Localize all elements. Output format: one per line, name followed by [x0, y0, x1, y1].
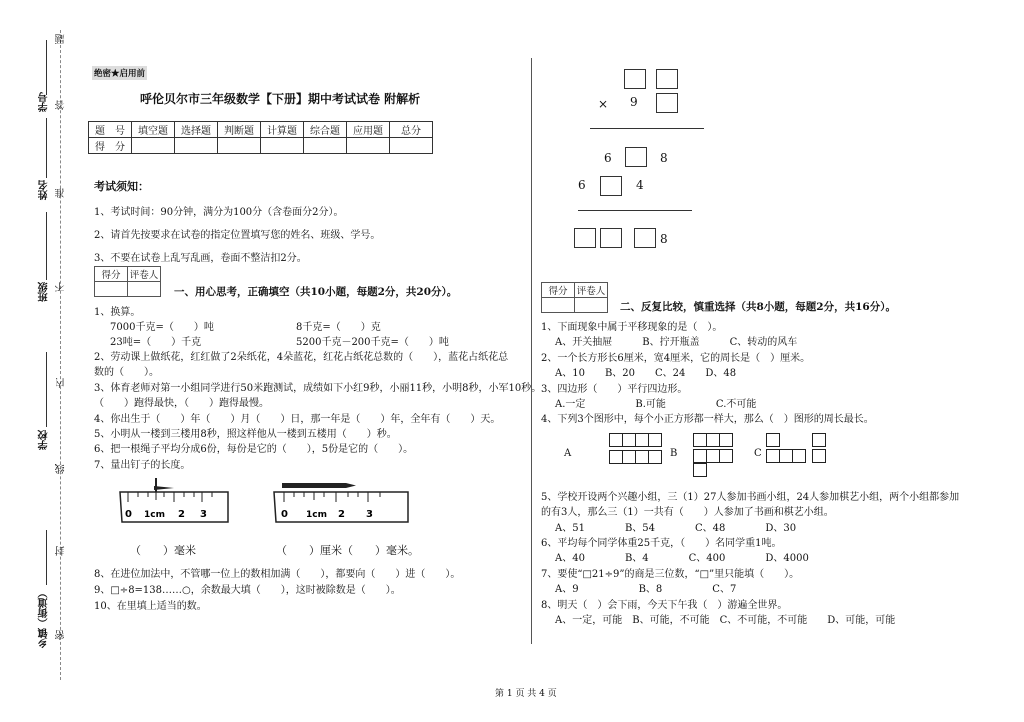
ruler1-answer: （ ）毫米: [130, 544, 196, 557]
ruler-figure-1: [118, 474, 230, 530]
question: 的有3人，那么三（1）一共有（ ）人参加了书画和棋艺小组。: [541, 507, 834, 518]
score-cell: 填空题: [132, 122, 175, 138]
question: 7、要使“□21÷9”的商是三位数，“□”里只能填（ ）。: [541, 569, 800, 580]
score-input-cell[interactable]: [218, 138, 261, 154]
calc-blank-box[interactable]: [656, 69, 678, 89]
question: 8、在进位加法中，不管哪一位上的数相加满（ ），都要向（ ）进（ ）。: [94, 569, 461, 580]
calc-rule-line: [578, 210, 692, 211]
side-label-zhun: 准: [56, 188, 67, 198]
calc-digit: 9: [630, 95, 638, 109]
score-input-cell[interactable]: [175, 138, 218, 154]
side-label-xuehao: 学号: [39, 92, 50, 112]
calc-digit: 4: [636, 178, 644, 192]
score-cell: 计算题: [261, 122, 304, 138]
grader-reviewer-label: 评卷人: [575, 283, 608, 298]
calc-digit: 6: [604, 151, 612, 165]
score-cell: 综合题: [304, 122, 347, 138]
ruler-tick: 2: [338, 509, 345, 520]
question: 10、在里填上适当的数。: [94, 601, 207, 612]
question: 1、下面现象中属于平移现象的是（ ）。: [541, 322, 723, 333]
shape-label-c: C: [754, 448, 762, 459]
question: 6、平均每个同学体重25千克，（ ）名同学重1吨。: [541, 538, 782, 549]
score-table-score-row: [89, 138, 433, 154]
calc-digit: 8: [660, 151, 668, 165]
side-label-xian: 线: [56, 464, 67, 474]
binding-dashed-line: [60, 30, 61, 680]
side-fill-line: [46, 352, 47, 427]
question: 7000千克=（ ）吨: [110, 322, 214, 333]
section2-title: 二、反复比较，慎重选择（共8小题，每题2分，共16分）。: [620, 301, 896, 313]
question: （ ）跑得最快，（ ）跑得最慢。: [94, 398, 269, 409]
ruler-tick: 0: [125, 509, 132, 520]
question: 9、□÷8=138……○，余数最大填（ ），这时被除数是（ ）。: [94, 585, 401, 596]
notice-item: 1、考试时间：90分钟，满分为100分（含卷面分2分）。: [94, 207, 344, 218]
side-label-bu: 不: [56, 282, 67, 292]
score-cell: 选择题: [175, 122, 218, 138]
side-fill-line: [46, 40, 47, 95]
question: 数的（ ）。: [94, 367, 159, 378]
score-table: [88, 121, 433, 154]
secret-badge: 绝密★启用前: [92, 66, 147, 80]
question: 3、体育老师对第一小组同学进行50米跑测试，成绩如下小红9秒，小丽11秒，小明8秒，小军10秒。: [94, 383, 542, 394]
notice-item: 3、不要在试卷上乱写乱画，卷面不整洁扣2分。: [94, 253, 307, 264]
ruler-tick: 3: [366, 509, 373, 520]
side-label-xiangzhen: 乡镇（街道）: [39, 588, 50, 648]
question: 23吨=（ ）千克: [110, 337, 202, 348]
grader-reviewer-cell[interactable]: [128, 282, 161, 297]
question: 7、量出钉子的长度。: [94, 460, 191, 471]
grader-reviewer-cell[interactable]: [575, 298, 608, 313]
calc-rule-line: [590, 128, 704, 129]
score-input-cell[interactable]: [132, 138, 175, 154]
question-options: A、40 B、4 C、400 D、4000: [555, 553, 809, 564]
score-cell: 题 号: [89, 122, 132, 138]
grader-score-cell[interactable]: [95, 282, 128, 297]
page-title: 呼伦贝尔市三年级数学【下册】期中考试试卷 附解析: [140, 92, 421, 106]
calc-blank-box[interactable]: [574, 228, 596, 248]
question: 6、把一根绳子平均分成6份，每份是它的（ ），5份是它的（ ）。: [94, 444, 414, 455]
question: 1、换算。: [94, 307, 141, 318]
side-label-ti: 题: [56, 34, 67, 44]
ruler-tick: 2: [178, 509, 185, 520]
side-label-da: 答: [56, 100, 67, 110]
score-cell: 判断题: [218, 122, 261, 138]
side-label-xuexiao: 学校: [39, 430, 50, 450]
calc-blank-box[interactable]: [600, 176, 622, 196]
question: 8千克=（ ）克: [296, 322, 381, 333]
ruler-tick: 3: [200, 509, 207, 520]
side-label-banji: 班级: [39, 282, 50, 302]
question: 8、明天（ ）会下雨，今天下午我（ ）游遍全世界。: [541, 600, 788, 611]
question-options: A、10 B、20 C、24 D、48: [555, 368, 737, 379]
column-divider: [531, 58, 532, 644]
question-options: A.一定 B.可能 C.不可能: [555, 399, 757, 410]
ruler-tick: 1cm: [144, 510, 165, 520]
score-cell: 总分: [390, 122, 433, 138]
question-options: A、一定，可能 B、可能，不可能 C、不可能，不可能 D、可能，可能: [555, 615, 896, 626]
calc-blank-box[interactable]: [634, 228, 656, 248]
calc-digit: 8: [660, 232, 668, 246]
grader-reviewer-label: 评卷人: [128, 267, 161, 282]
grader-score-label: 得分: [95, 267, 128, 282]
question-options: A、开关抽屉 B、拧开瓶盖 C、转动的风车: [555, 337, 798, 348]
calc-blank-box[interactable]: [624, 69, 646, 89]
question: 4、下列3个图形中，每个小正方形都一样大，那么（ ）图形的周长最长。: [541, 414, 874, 425]
score-table-header-row: [89, 122, 433, 138]
notice-heading: 考试须知：: [94, 180, 149, 193]
question: 2、一个长方形长6厘米，宽4厘米，它的周长是（ ）厘米。: [541, 353, 811, 364]
side-label-nei: 内: [56, 378, 67, 388]
shape-label-b: B: [670, 448, 678, 459]
score-input-cell[interactable]: [261, 138, 304, 154]
times-sign: ×: [598, 97, 609, 111]
side-fill-line: [46, 530, 47, 585]
calc-blank-box[interactable]: [625, 147, 647, 167]
ruler-tick: 0: [281, 509, 288, 520]
question: 2、劳动课上做纸花，红红做了2朵纸花，4朵蓝花，红花占纸花总数的（ ），蓝花占纸花总: [94, 352, 509, 363]
calc-blank-box[interactable]: [656, 93, 678, 113]
grader-box: [541, 282, 608, 313]
question-options: A、51 B、54 C、48 D、30: [555, 523, 797, 534]
calc-blank-box[interactable]: [600, 228, 622, 248]
grader-score-label: 得分: [542, 283, 575, 298]
shape-label-a: A: [564, 448, 572, 459]
calc-digit: 6: [578, 178, 586, 192]
side-fill-line: [46, 118, 47, 178]
notice-item: 2、请首先按要求在试卷的指定位置填写您的姓名、班级、学号。: [94, 230, 381, 241]
ruler-tick: 1cm: [306, 510, 327, 520]
ruler2-answer: （ ）厘米（ ）毫米。: [276, 544, 419, 557]
score-input-cell[interactable]: [390, 138, 433, 154]
question: 5、学校开设两个兴趣小组，三（1）27人参加书画小组，24人参加棋艺小组，两个小组都参加: [541, 492, 960, 503]
ruler-figure-2: [272, 474, 412, 530]
side-label-mi: 密: [56, 630, 67, 640]
question: 4、你出生于（ ）年（ ）月（ ）日，那一年是（ ）年，全年有（ ）天。: [94, 414, 501, 425]
score-cell: 得 分: [89, 138, 132, 154]
side-label-feng: 封: [56, 546, 67, 556]
grader-box: [94, 266, 161, 297]
section1-title: 一、用心思考，正确填空（共10小题，每题2分，共20分）。: [174, 286, 458, 298]
side-label-xingming: 姓名: [39, 180, 50, 200]
page-number: 第 1 页 共 4 页: [495, 689, 557, 699]
question: 3、四边形（ ）平行四边形。: [541, 384, 688, 395]
score-input-cell[interactable]: [304, 138, 347, 154]
score-cell: 应用题: [347, 122, 390, 138]
side-fill-line: [46, 212, 47, 280]
question: 5、小明从一楼到三楼用8秒，照这样他从一楼到五楼用（ ）秒。: [94, 429, 397, 440]
question-options: A、9 B、8 C、7: [555, 584, 737, 595]
question: 5200千克－200千克=（ ）吨: [296, 337, 449, 348]
score-input-cell[interactable]: [347, 138, 390, 154]
grader-score-cell[interactable]: [542, 298, 575, 313]
